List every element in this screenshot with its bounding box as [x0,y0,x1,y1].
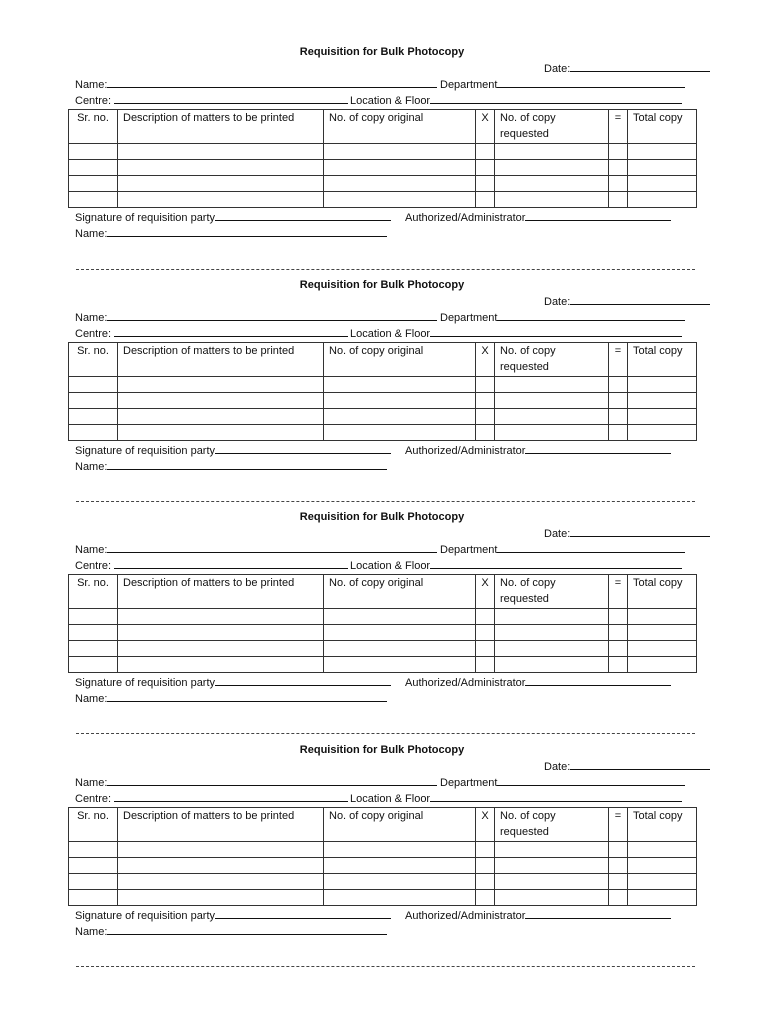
authorized-field[interactable] [405,907,671,924]
total-cell[interactable] [628,393,697,409]
total-cell[interactable] [628,425,697,441]
date-label: Date: [544,63,571,75]
name-label: Name: [75,312,108,324]
request-table [68,574,697,673]
col-copy-original-header: No. of copy original [324,575,476,609]
signature-label: Signature of requisition party [75,677,216,689]
table-row [69,657,697,673]
multiply-cell [476,144,495,160]
table-row [69,192,697,208]
col-sr-header: Sr. no. [69,110,118,144]
date-field[interactable] [544,60,710,77]
multiply-cell [476,625,495,641]
description-cell[interactable] [118,425,324,441]
equals-cell [609,842,628,858]
equals-cell [609,874,628,890]
sr-cell[interactable] [69,409,118,425]
footer-name-field[interactable] [75,458,387,475]
department-label: Department [440,312,498,324]
table-row [69,842,697,858]
description-cell[interactable] [118,409,324,425]
location-label: Location & Floor [350,793,431,805]
authorized-field[interactable] [405,442,671,459]
request-table [68,109,697,208]
table-row [69,176,697,192]
department-field[interactable] [440,76,685,93]
copy-requested-cell[interactable] [495,609,609,625]
department-label: Department [440,544,498,556]
equals-cell [609,409,628,425]
equals-cell [609,890,628,906]
cut-line-divider [76,501,695,502]
equals-cell [609,144,628,160]
copy-original-cell[interactable] [324,842,476,858]
multiply-cell [476,409,495,425]
description-cell[interactable] [118,641,324,657]
signature-label: Signature of requisition party [75,212,216,224]
total-cell[interactable] [628,890,697,906]
total-cell[interactable] [628,144,697,160]
date-label: Date: [544,296,571,308]
authorized-field[interactable] [405,209,671,226]
description-cell[interactable] [118,890,324,906]
table-row [69,425,697,441]
sr-cell[interactable] [69,377,118,393]
description-cell[interactable] [118,657,324,673]
col-sr-header: Sr. no. [69,575,118,609]
col-description-header: Description of matters to be printed [118,575,324,609]
requisition-form [68,44,696,241]
request-table [68,342,697,441]
location-field[interactable] [350,557,682,574]
multiply-cell [476,425,495,441]
copy-requested-cell[interactable] [495,890,609,906]
sr-cell[interactable] [69,192,118,208]
col-copy-original-header: No. of copy original [324,808,476,842]
sr-cell[interactable] [69,890,118,906]
copy-requested-cell[interactable] [495,425,609,441]
description-cell[interactable] [118,393,324,409]
table-row [69,377,697,393]
table-header-row [69,110,697,144]
multiply-cell [476,890,495,906]
copy-original-cell[interactable] [324,160,476,176]
equals-cell [609,641,628,657]
name-field[interactable] [75,76,437,93]
equals-cell [609,609,628,625]
col-description-header: Description of matters to be printed [118,343,324,377]
copy-original-cell[interactable] [324,858,476,874]
table-row [69,890,697,906]
location-label: Location & Floor [350,560,431,572]
total-cell[interactable] [628,409,697,425]
col-copy-requested-header: No. of copy requested [495,808,609,842]
signature-field[interactable] [75,442,391,459]
footer-name-label: Name: [75,926,108,938]
total-cell[interactable] [628,641,697,657]
equals-cell [609,858,628,874]
total-cell[interactable] [628,609,697,625]
col-multiply-header: X [476,808,495,842]
sr-cell[interactable] [69,858,118,874]
table-row [69,625,697,641]
copy-original-cell[interactable] [324,874,476,890]
multiply-cell [476,641,495,657]
col-description-header: Description of matters to be printed [118,808,324,842]
department-field[interactable] [440,309,685,326]
name-label: Name: [75,544,108,556]
copy-requested-cell[interactable] [495,160,609,176]
table-header-row [69,343,697,377]
multiply-cell [476,192,495,208]
department-label: Department [440,777,498,789]
table-row [69,874,697,890]
col-description-header: Description of matters to be printed [118,110,324,144]
name-field[interactable] [75,309,437,326]
requisition-form [68,277,696,474]
department-field[interactable] [440,774,685,791]
col-sr-header: Sr. no. [69,808,118,842]
date-field[interactable] [544,293,710,310]
table-header-row [69,808,697,842]
multiply-cell [476,176,495,192]
multiply-cell [476,874,495,890]
total-cell[interactable] [628,625,697,641]
total-cell[interactable] [628,858,697,874]
cut-line-divider [76,966,695,967]
table-row [69,160,697,176]
col-copy-requested-header: No. of copy requested [495,110,609,144]
table-row [69,609,697,625]
sr-cell[interactable] [69,657,118,673]
footer-name-field[interactable] [75,225,387,242]
multiply-cell [476,393,495,409]
location-field[interactable] [350,325,682,342]
name-label: Name: [75,777,108,789]
footer-name-label: Name: [75,461,108,473]
col-total-header: Total copy [628,110,697,144]
centre-field[interactable] [75,790,348,807]
total-cell[interactable] [628,160,697,176]
total-cell[interactable] [628,657,697,673]
col-total-header: Total copy [628,343,697,377]
copy-requested-cell[interactable] [495,377,609,393]
location-label: Location & Floor [350,95,431,107]
table-row [69,393,697,409]
description-cell[interactable] [118,874,324,890]
signature-label: Signature of requisition party [75,445,216,457]
description-cell[interactable] [118,144,324,160]
multiply-cell [476,842,495,858]
centre-label: Centre: [75,95,115,107]
equals-cell [609,425,628,441]
sr-cell[interactable] [69,874,118,890]
description-cell[interactable] [118,192,324,208]
authorized-label: Authorized/Administrator [405,212,526,224]
col-equals-header: = [609,575,628,609]
authorized-label: Authorized/Administrator [405,445,526,457]
table-row [69,409,697,425]
equals-cell [609,657,628,673]
copy-original-cell[interactable] [324,144,476,160]
centre-field[interactable] [75,325,348,342]
authorized-label: Authorized/Administrator [405,910,526,922]
signature-field[interactable] [75,907,391,924]
total-cell[interactable] [628,842,697,858]
signature-label: Signature of requisition party [75,910,216,922]
equals-cell [609,625,628,641]
total-cell[interactable] [628,176,697,192]
description-cell[interactable] [118,858,324,874]
centre-field[interactable] [75,557,348,574]
requisition-form [68,742,696,939]
col-equals-header: = [609,110,628,144]
sr-cell[interactable] [69,609,118,625]
table-row [69,144,697,160]
copy-original-cell[interactable] [324,641,476,657]
location-field[interactable] [350,790,682,807]
cut-line-divider [76,733,695,734]
equals-cell [609,160,628,176]
description-cell[interactable] [118,842,324,858]
sr-cell[interactable] [69,842,118,858]
col-copy-original-header: No. of copy original [324,343,476,377]
authorized-label: Authorized/Administrator [405,677,526,689]
col-multiply-header: X [476,575,495,609]
copy-requested-cell[interactable] [495,842,609,858]
copy-original-cell[interactable] [324,192,476,208]
equals-cell [609,176,628,192]
description-cell[interactable] [118,176,324,192]
equals-cell [609,393,628,409]
copy-requested-cell[interactable] [495,641,609,657]
footer-name-label: Name: [75,693,108,705]
copy-original-cell[interactable] [324,609,476,625]
col-total-header: Total copy [628,575,697,609]
multiply-cell [476,160,495,176]
copy-requested-cell[interactable] [495,858,609,874]
date-label: Date: [544,761,571,773]
requisition-form [68,509,696,706]
copy-requested-cell[interactable] [495,657,609,673]
copy-requested-cell[interactable] [495,192,609,208]
sr-cell[interactable] [69,625,118,641]
signature-field[interactable] [75,674,391,691]
name-field[interactable] [75,541,437,558]
total-cell[interactable] [628,192,697,208]
location-field[interactable] [350,92,682,109]
signature-field[interactable] [75,209,391,226]
centre-field[interactable] [75,92,348,109]
table-row [69,641,697,657]
col-copy-original-header: No. of copy original [324,110,476,144]
table-row [69,858,697,874]
sr-cell[interactable] [69,176,118,192]
multiply-cell [476,377,495,393]
sr-cell[interactable] [69,160,118,176]
col-total-header: Total copy [628,808,697,842]
request-table [68,807,697,906]
multiply-cell [476,657,495,673]
description-cell[interactable] [118,377,324,393]
col-multiply-header: X [476,343,495,377]
authorized-field[interactable] [405,674,671,691]
sr-cell[interactable] [69,641,118,657]
table-header-row [69,575,697,609]
col-sr-header: Sr. no. [69,343,118,377]
multiply-cell [476,609,495,625]
centre-label: Centre: [75,793,115,805]
copy-original-cell[interactable] [324,377,476,393]
col-copy-requested-header: No. of copy requested [495,343,609,377]
description-cell[interactable] [118,625,324,641]
footer-name-field[interactable] [75,690,387,707]
copy-requested-cell[interactable] [495,874,609,890]
equals-cell [609,192,628,208]
date-field[interactable] [544,525,710,542]
date-label: Date: [544,528,571,540]
form-title: Requisition for Bulk Photocopy [299,511,465,523]
form-title: Requisition for Bulk Photocopy [299,46,465,58]
centre-label: Centre: [75,560,115,572]
col-copy-requested-header: No. of copy requested [495,575,609,609]
equals-cell [609,377,628,393]
footer-name-label: Name: [75,228,108,240]
centre-label: Centre: [75,328,115,340]
copy-original-cell[interactable] [324,657,476,673]
cut-line-divider [76,269,695,270]
multiply-cell [476,858,495,874]
copy-requested-cell[interactable] [495,176,609,192]
sr-cell[interactable] [69,425,118,441]
col-equals-header: = [609,808,628,842]
copy-requested-cell[interactable] [495,144,609,160]
sr-cell[interactable] [69,393,118,409]
copy-requested-cell[interactable] [495,393,609,409]
footer-name-field[interactable] [75,923,387,940]
form-title: Requisition for Bulk Photocopy [299,279,465,291]
copy-original-cell[interactable] [324,176,476,192]
copy-requested-cell[interactable] [495,409,609,425]
location-label: Location & Floor [350,328,431,340]
col-multiply-header: X [476,110,495,144]
copy-requested-cell[interactable] [495,625,609,641]
col-equals-header: = [609,343,628,377]
copy-original-cell[interactable] [324,409,476,425]
department-field[interactable] [440,541,685,558]
copy-original-cell[interactable] [324,625,476,641]
total-cell[interactable] [628,377,697,393]
date-field[interactable] [544,758,710,775]
department-label: Department [440,79,498,91]
description-cell[interactable] [118,160,324,176]
copy-original-cell[interactable] [324,890,476,906]
name-label: Name: [75,79,108,91]
description-cell[interactable] [118,609,324,625]
name-field[interactable] [75,774,437,791]
sr-cell[interactable] [69,144,118,160]
copy-original-cell[interactable] [324,425,476,441]
form-title: Requisition for Bulk Photocopy [299,744,465,756]
copy-original-cell[interactable] [324,393,476,409]
total-cell[interactable] [628,874,697,890]
